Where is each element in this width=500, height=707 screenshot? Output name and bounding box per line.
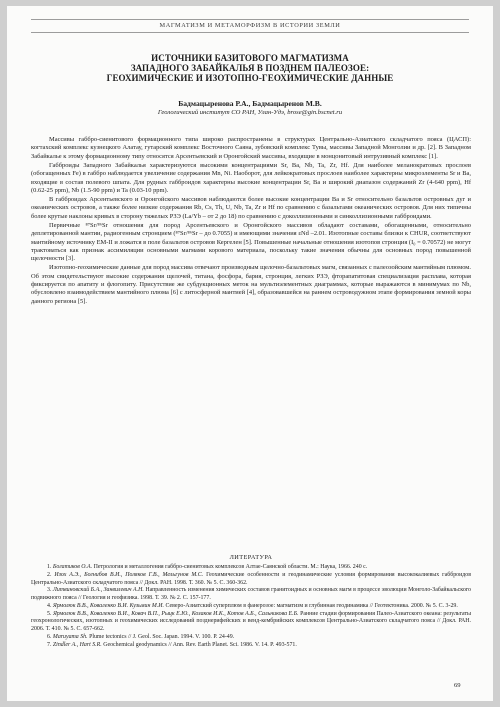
paragraph-1: Массивы габбро-сиенитового формационного типа широко распространены в структурах Центрально-Азиатского складчатого пояса (ЦАСП): когтахский комплекс кузнецкого Алатау, гутарский комплекс Восточного Саяна, зубовский комплекс Тувы, массивы Западной Монголии и др. [2]. В Западном Забайкалье к этому формационному типу относятся Арсентьевский и Оронгойский массивы, входящие в монцонитовый интрузивный комплекс [1]. xyxy=(31,136,471,160)
affiliation: Геологический институт СО РАН, Улан-Удэ, brose@gin.bscnet.ru xyxy=(157,109,343,116)
reference-list xyxy=(31,564,471,649)
page-number: 69 xyxy=(454,682,461,689)
reference-item: 4. Ярмолюк В.В., Коваленко В.И. Кузьмин М.И. Северо-Азиатский суперплюм в фанерозое: магматизм и глубинная геодинамика // Геотектоника. 2000. № 5. С. 3-29. xyxy=(47,602,458,609)
title-line-2: ЗАПАДНОГО ЗАБАЙКАЛЬЯ В ПОЗДНЕМ ПАЛЕОЗОЕ: xyxy=(130,63,370,73)
paragraph-2: Габброиды Западного Забайкалья характеризуются высокими концентрациями Sr, Ba, Nb, Ta, Zr, Hf. Для наиболее меланократовых прослоев (обогащенных Fe) в габбро наблюдается увеличение содержания Mn, Ni. Наоборот, для лейкократовых прослоев наиболее характерны микроэлементы Sr и Ba, входящие в состав полевого шпата. Для рудных габброидов характерны высокие концентрации Sr, Ba и широкий диапазон содержаний Zr (4-640 ppm), Hf (0.62-25 ppm), Nb (1.5-90 ppm) и Ta (0.03-10 ppm). xyxy=(31,161,471,194)
running-header: МАГМАТИЗМ И МЕТАМОРФИЗМ В ИСТОРИИ ЗЕМЛИ xyxy=(31,19,469,33)
paragraph-4: Первичные ⁸⁷Sr/⁸⁶Sr отношения для пород Арсентьевского и Оронгойского массивов обладают составами, обогащенными, относительно деплетированной мантии, радиогенным стронцием (⁸⁷Sr/⁸⁶Sr – до 0.7055) и имеющими значения εNd –2.01. Изотопные составы близки к CHUR, соответствуют мантийному источнику EM-II и ложатся в поле базальтов островов Кергелен [5]. Повышенные начальные отношения изотопов стронция (I₀ = 0.70572) не могут трактоваться как признак ассимиляции основными магмами корового материала, поскольку такие значения обычны для основных пород повышенной щелочности [3]. xyxy=(31,221,471,263)
journal-page xyxy=(7,6,493,701)
authors: Бадмацыренова Р.А., Бадмацыренов М.В. xyxy=(178,99,322,108)
reference-item: 3. Литвиновский Б.А., Занвилевич А.Н. Направленность изменения химических составов гранитоидных и основных магм в процессе эволюции Монголо-Забайкальского подвижного пояса // Геология и геофизика. 1998. Т. 39. № 2. С. 157-177. xyxy=(31,587,471,601)
paragraph-5: Изотопно-геохимические данные для пород массива отвечают производным щелочно-базальтовых магм, связанных с палеозойским мантийным плюмом. Об этом свидетельствуют высокие содержания щелочей, титана, фосфора, бария, стронция, легких РЗЭ, фторапатитовая специализация расплава, которая фиксируется по апатиту и флогопиту. Присутствие же субдукционных меток на мультиэлементных диаграммах, которые выражаются в минимумах по Nb, обусловлено взаимодействием мантийного плюма [6] с литосферной мантией [4], образовавшейся на раннем островодужном этапе формирования земной коры данного региона [5]. xyxy=(31,264,471,305)
reference-item: 2. Изох А.Э., Богнибов В.И., Поляков Г.В., Мельгунов М.С. Геохимические особенности и геодинамические условия формирования высококалиевых габброидов Центрально-Азиатского складчатого пояса // Докл. РАН. 1998. Т. 360. № 5. С. 360-362. xyxy=(31,571,471,586)
reference-item: 5. Ярмолюк В.В., Коваленко В.И., Ковач В.П., Рыцк Е.Ю., Козаков И.К., Котов А.Б., Сальникова Е.Б. Ранние стадии формирования Палео-Азиатского океана: результаты геохронологических, изотопных и геохимических исследований позднерифейских и венд-кембрийских комплексов Центрально-Азиатского складчатого пояса // Докл. РАН. 2006. Т. 410. № 5. С. 657-662. xyxy=(31,610,471,632)
article-body xyxy=(31,136,471,307)
reference-item: 6. Maruyama Sh. Plume tectonics // J. Geol. Soc. Japan. 1994. V. 100. P. 24-49. xyxy=(47,633,235,640)
title-line-1: ИСТОЧНИКИ БАЗИТОВОГО МАГМАТИЗМА xyxy=(151,53,349,63)
article-title xyxy=(57,53,443,83)
reference-item: 1. Богатиков О.А. Петрология и металлогения габбро-сиенитовых комплексов Алтае-Саянской области. М.: Наука, 1966. 240 с. xyxy=(47,564,368,570)
reference-item: 7. Zindler A., Hart S.R. Geochemical geodynamics // Ann. Rev. Earth Planet. Sci. 1986. V. 14. P. 493-571. xyxy=(47,641,297,648)
literature-heading: ЛИТЕРАТУРА xyxy=(229,554,273,561)
paragraph-3: В габброидах Арсентьевского и Оронгойского массивов наблюдаются более высокие концентрации Ba и Sr относительно базальтов островных дуг и океанических островов, а также более низкие содержания Rb, Cs, Th, U, Nb, Ta, Zr и Hf по сравнению с базальтами океанических островов. Для них типичны более крутые наклоны кривых в сторону тяжелых РЗЭ (La/Yb – от 2 до 18) по сравнению с доколлизионными и синколлизионными габброидами. xyxy=(31,196,471,220)
title-line-3: ГЕОХИМИЧЕСКИЕ И ИЗОТОПНО-ГЕОХИМИЧЕСКИЕ ДАННЫЕ xyxy=(106,73,394,83)
